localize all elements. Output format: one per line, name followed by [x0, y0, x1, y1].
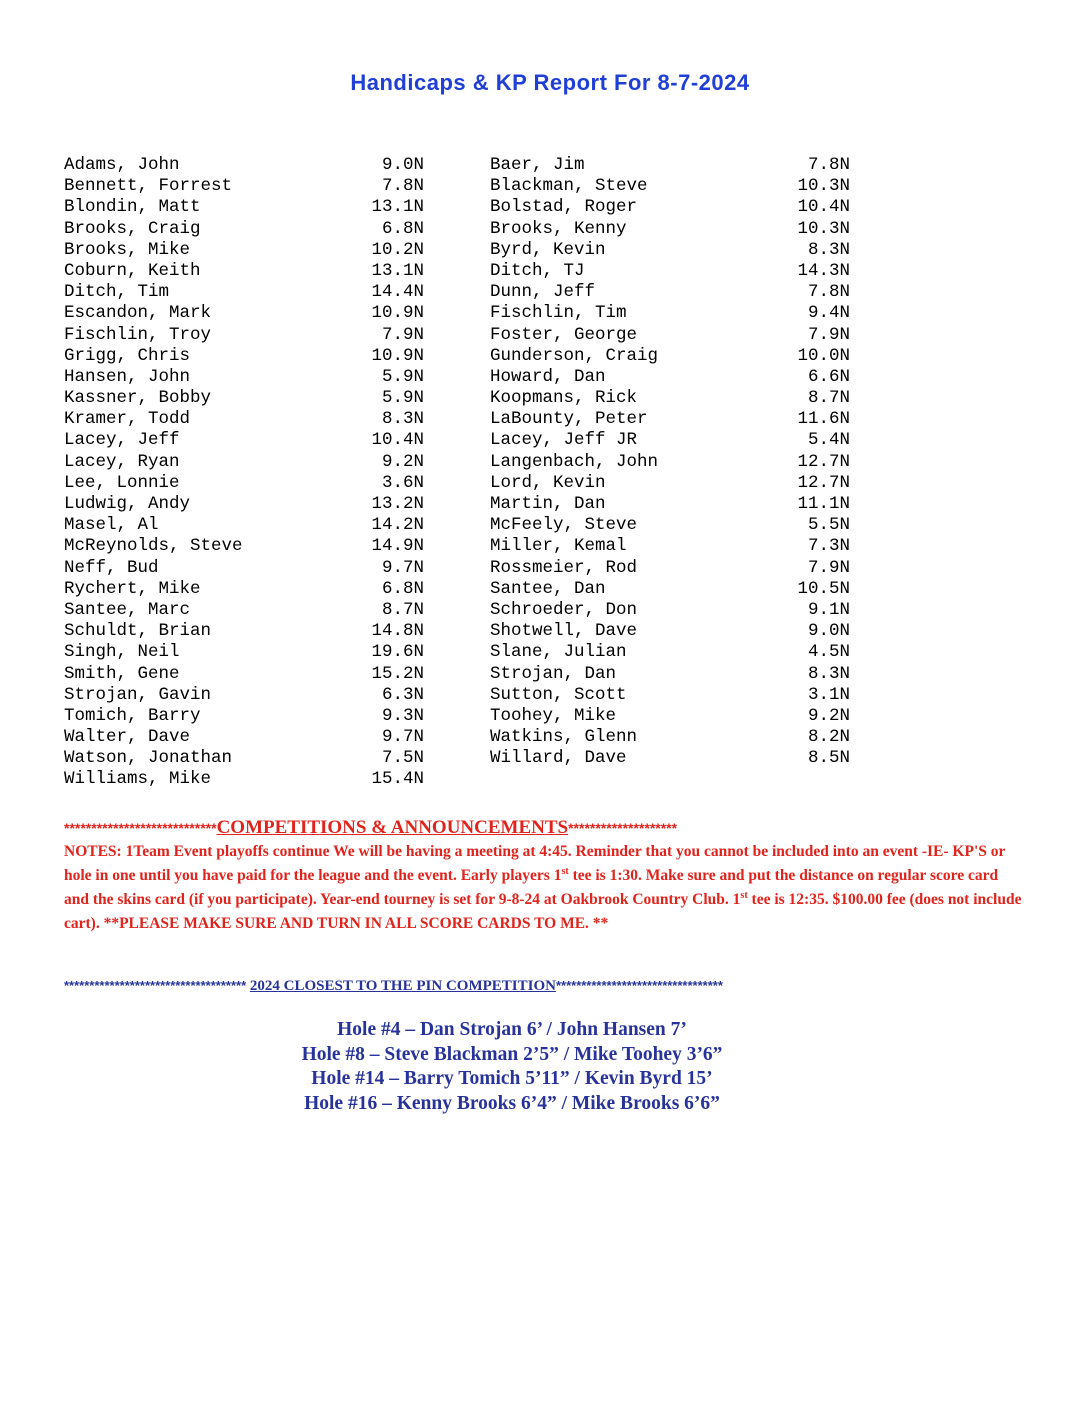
handicap-row — [490, 642, 850, 663]
player-handicap: 13.1N — [371, 197, 424, 218]
handicap-row — [64, 325, 424, 346]
handicap-row — [490, 346, 850, 367]
handicap-row — [64, 473, 424, 494]
kp-hole-result: Hole #4 – Dan Strojan 6’ / John Hansen 7’ — [337, 1019, 687, 1040]
kp-hole-result: Hole #16 – Kenny Brooks 6’4” / Mike Brooks 6’6” — [304, 1092, 720, 1114]
player-handicap: 15.2N — [371, 663, 424, 684]
player-handicap: 6.3N — [381, 684, 424, 705]
player-handicap: 3.1N — [807, 684, 850, 705]
handicap-row — [490, 240, 850, 261]
handicap-row — [64, 579, 424, 600]
handicap-row — [64, 176, 424, 197]
player-name: Santee, Dan — [490, 578, 606, 599]
player-handicap: 5.9N — [381, 388, 424, 409]
handicap-row — [490, 409, 850, 430]
handicap-row — [490, 664, 850, 685]
handicap-row — [64, 282, 424, 303]
handicap-row — [64, 240, 424, 261]
player-handicap: 9.1N — [807, 599, 850, 620]
competitions-section — [64, 815, 1024, 936]
player-name: Schuldt, Brian — [64, 621, 212, 642]
player-name: Slane, Julian — [490, 642, 627, 663]
handicap-row — [64, 748, 424, 769]
player-name: Sutton, Scott — [490, 684, 627, 705]
handicap-row — [64, 430, 424, 451]
handicap-row — [64, 515, 424, 536]
player-handicap: 6.6N — [807, 366, 850, 387]
handicap-row — [64, 621, 424, 642]
handicap-row — [490, 685, 850, 706]
handicap-row — [490, 197, 850, 218]
handicap-row — [490, 219, 850, 240]
player-handicap: 14.2N — [371, 515, 424, 536]
handicap-row — [490, 600, 850, 621]
player-handicap: 10.0N — [797, 345, 850, 366]
notes-text: tee is 1:30. Make sure and put the distance on regular score card and the skins card (if you participate). Year-end tourney is set for 9-8-24 at Oakbrook Country Club. 1 — [64, 867, 999, 908]
page-title: Handicaps & KP Report For 8-7-2024 — [350, 70, 750, 95]
kp-results — [0, 1018, 1024, 1116]
player-handicap: 19.6N — [371, 642, 424, 663]
handicap-row — [64, 664, 424, 685]
player-handicap: 8.2N — [807, 727, 850, 748]
player-handicap: 7.8N — [807, 282, 850, 303]
handicap-list-left — [64, 155, 424, 791]
player-handicap: 8.7N — [381, 599, 424, 620]
kp-hole-result: Hole #14 – Barry Tomich 5’11” / Kevin Byrd 15’ — [311, 1068, 713, 1089]
handicap-row — [490, 727, 850, 748]
player-name: Blackman, Steve — [490, 176, 648, 197]
handicap-row — [490, 706, 850, 727]
player-name: Fischlin, Troy — [64, 324, 212, 345]
player-name: Watkins, Glenn — [490, 727, 638, 748]
player-handicap: 13.2N — [371, 494, 424, 514]
player-handicap: 11.6N — [797, 409, 850, 430]
player-handicap: 13.1N — [371, 260, 424, 281]
player-name: Hansen, John — [64, 366, 191, 387]
player-handicap: 9.0N — [381, 155, 424, 175]
player-name: Lacey, Ryan — [64, 451, 180, 472]
player-handicap: 10.3N — [797, 176, 850, 197]
player-name: Miller, Kemal — [490, 536, 627, 557]
player-name: Gunderson, Craig — [490, 345, 659, 366]
player-name: Lee, Lonnie — [64, 472, 180, 493]
player-name: Howard, Dan — [490, 366, 606, 387]
player-handicap: 10.3N — [797, 218, 850, 239]
player-handicap: 5.4N — [807, 430, 850, 451]
player-handicap: 4.5N — [807, 642, 850, 663]
player-handicap: 5.5N — [807, 515, 850, 536]
player-handicap: 8.3N — [807, 239, 850, 260]
handicap-row — [490, 388, 850, 409]
player-name: Rossmeier, Rod — [490, 557, 638, 578]
player-name: Walter, Dave — [64, 727, 191, 748]
player-name: Lacey, Jeff JR — [490, 430, 638, 451]
handicap-row — [490, 155, 850, 176]
player-name: LaBounty, Peter — [490, 409, 648, 430]
player-handicap: 7.9N — [807, 557, 850, 578]
handicap-row — [490, 282, 850, 303]
player-name: Grigg, Chris — [64, 345, 191, 366]
player-name: Kramer, Todd — [64, 409, 191, 430]
player-name: Santee, Marc — [64, 599, 191, 620]
stars-divider: **************************** — [64, 820, 217, 836]
player-name: Watson, Jonathan — [64, 748, 233, 769]
notes-text: tee is 12:35. $100.00 fee (does not include cart). **PLEASE MAKE SURE AND TURN IN ALL SCORE CARDS TO ME. ** — [64, 891, 1022, 932]
superscript: st — [561, 865, 569, 877]
handicap-row — [490, 579, 850, 600]
handicap-row — [64, 727, 424, 748]
player-handicap: 7.8N — [381, 176, 424, 197]
player-handicap: 10.4N — [797, 197, 850, 218]
player-handicap: 12.7N — [797, 451, 850, 472]
player-name: Byrd, Kevin — [490, 239, 606, 260]
player-name: Ditch, TJ — [490, 260, 585, 281]
player-name: Toohey, Mike — [490, 705, 617, 726]
player-handicap: 9.0N — [807, 621, 850, 642]
player-name: Lord, Kevin — [490, 472, 606, 493]
competitions-heading-line — [64, 815, 1024, 840]
handicap-row — [490, 558, 850, 579]
player-name: Fischlin, Tim — [490, 303, 627, 324]
player-handicap: 7.5N — [381, 748, 424, 769]
handicap-list-right — [490, 155, 850, 769]
player-handicap: 3.6N — [381, 472, 424, 493]
player-name: Lacey, Jeff — [64, 430, 180, 451]
player-handicap: 9.2N — [807, 705, 850, 726]
player-name: Schroeder, Don — [490, 599, 638, 620]
player-name: Rychert, Mike — [64, 578, 201, 599]
handicap-row — [490, 515, 850, 536]
player-name: Foster, George — [490, 324, 638, 345]
handicap-row — [490, 325, 850, 346]
player-handicap: 14.8N — [371, 621, 424, 642]
player-handicap: 9.2N — [381, 451, 424, 472]
stars-divider: ************************************ — [64, 978, 247, 993]
player-handicap: 9.4N — [807, 303, 850, 324]
announcement-notes — [64, 840, 1024, 936]
player-handicap: 9.7N — [381, 727, 424, 748]
player-handicap: 8.5N — [807, 748, 850, 769]
player-name: McFeely, Steve — [490, 515, 638, 536]
handicap-row — [490, 430, 850, 451]
notes-text: NOTES: 1Team Event playoffs continue We will be having a meeting at 4:45. Reminder that you cannot be included into an event -IE- KP'S or hole in one until you have paid for the league and the event. Early players 1 — [64, 843, 1006, 884]
player-name: Adams, John — [64, 155, 180, 175]
player-name: Ludwig, Andy — [64, 494, 191, 514]
handicap-row — [64, 409, 424, 430]
handicap-row — [490, 367, 850, 388]
handicap-row — [490, 473, 850, 494]
handicap-row — [490, 621, 850, 642]
player-handicap: 14.4N — [371, 282, 424, 303]
player-name: Brooks, Kenny — [490, 218, 627, 239]
player-name: Bennett, Forrest — [64, 176, 233, 197]
player-name: Shotwell, Dave — [490, 621, 638, 642]
closest-to-pin-section — [64, 975, 1024, 997]
player-name: Strojan, Dan — [490, 663, 617, 684]
player-handicap: 15.4N — [371, 769, 424, 790]
handicap-row — [64, 685, 424, 706]
player-handicap: 8.7N — [807, 388, 850, 409]
competitions-heading: COMPETITIONS & ANNOUNCEMENTS — [216, 817, 569, 838]
player-handicap: 7.9N — [381, 324, 424, 345]
player-name: Brooks, Mike — [64, 239, 191, 260]
player-name: Tomich, Barry — [64, 705, 201, 726]
player-handicap: 6.8N — [381, 578, 424, 599]
handicap-row — [64, 536, 424, 557]
player-handicap: 9.7N — [381, 557, 424, 578]
player-name: Blondin, Matt — [64, 197, 201, 218]
player-name: Kassner, Bobby — [64, 388, 212, 409]
handicap-row — [64, 219, 424, 240]
kp-heading: 2024 CLOSEST TO THE PIN COMPETITION — [249, 978, 556, 994]
player-name: Smith, Gene — [64, 663, 180, 684]
player-handicap: 10.5N — [797, 578, 850, 599]
player-handicap: 14.3N — [797, 260, 850, 281]
handicap-row — [64, 261, 424, 282]
player-name: Ditch, Tim — [64, 282, 170, 303]
player-name: Coburn, Keith — [64, 260, 201, 281]
player-handicap: 7.8N — [807, 155, 850, 175]
handicap-row — [490, 536, 850, 557]
player-handicap: 10.9N — [371, 303, 424, 324]
superscript: st — [740, 889, 748, 901]
handicap-row — [490, 176, 850, 197]
player-name: Neff, Bud — [64, 557, 159, 578]
player-handicap: 7.3N — [807, 536, 850, 557]
player-handicap: 10.9N — [371, 345, 424, 366]
handicap-row — [64, 494, 424, 515]
handicap-row — [64, 769, 424, 790]
player-handicap: 12.7N — [797, 472, 850, 493]
player-handicap: 11.1N — [797, 494, 850, 514]
player-handicap: 7.9N — [807, 324, 850, 345]
handicap-row — [64, 155, 424, 176]
handicap-row — [64, 642, 424, 663]
handicap-row — [490, 494, 850, 515]
handicap-row — [64, 388, 424, 409]
handicap-row — [490, 261, 850, 282]
player-handicap: 8.3N — [381, 409, 424, 430]
player-handicap: 9.3N — [381, 705, 424, 726]
player-handicap: 5.9N — [381, 366, 424, 387]
handicap-row — [64, 197, 424, 218]
handicap-row — [490, 303, 850, 324]
player-handicap: 10.2N — [371, 239, 424, 260]
player-handicap: 6.8N — [381, 218, 424, 239]
player-name: Escandon, Mark — [64, 303, 212, 324]
player-name: Brooks, Craig — [64, 218, 201, 239]
handicap-row — [490, 748, 850, 769]
handicap-row — [64, 367, 424, 388]
handicap-row — [64, 558, 424, 579]
player-name: Koopmans, Rick — [490, 388, 638, 409]
player-name: McReynolds, Steve — [64, 536, 243, 557]
handicap-row — [64, 600, 424, 621]
player-name: Martin, Dan — [490, 494, 606, 514]
player-handicap: 8.3N — [807, 663, 850, 684]
kp-heading-line — [64, 975, 1024, 997]
player-name: Willard, Dave — [490, 748, 627, 769]
stars-divider: ********************************* — [555, 978, 723, 993]
player-handicap: 10.4N — [371, 430, 424, 451]
handicap-row — [490, 452, 850, 473]
player-name: Dunn, Jeff — [490, 282, 596, 303]
handicap-row — [64, 303, 424, 324]
handicap-row — [64, 346, 424, 367]
player-name: Masel, Al — [64, 515, 159, 536]
player-name: Langenbach, John — [490, 451, 659, 472]
player-name: Singh, Neil — [64, 642, 180, 663]
player-name: Baer, Jim — [490, 155, 585, 175]
player-name: Williams, Mike — [64, 769, 212, 790]
kp-hole-result: Hole #8 – Steve Blackman 2’5” / Mike Toohey 3’6” — [301, 1043, 723, 1065]
player-handicap: 14.9N — [371, 536, 424, 557]
player-name: Bolstad, Roger — [490, 197, 638, 218]
player-name: Strojan, Gavin — [64, 684, 212, 705]
stars-divider: ******************** — [568, 820, 678, 836]
handicap-row — [64, 452, 424, 473]
handicap-row — [64, 706, 424, 727]
